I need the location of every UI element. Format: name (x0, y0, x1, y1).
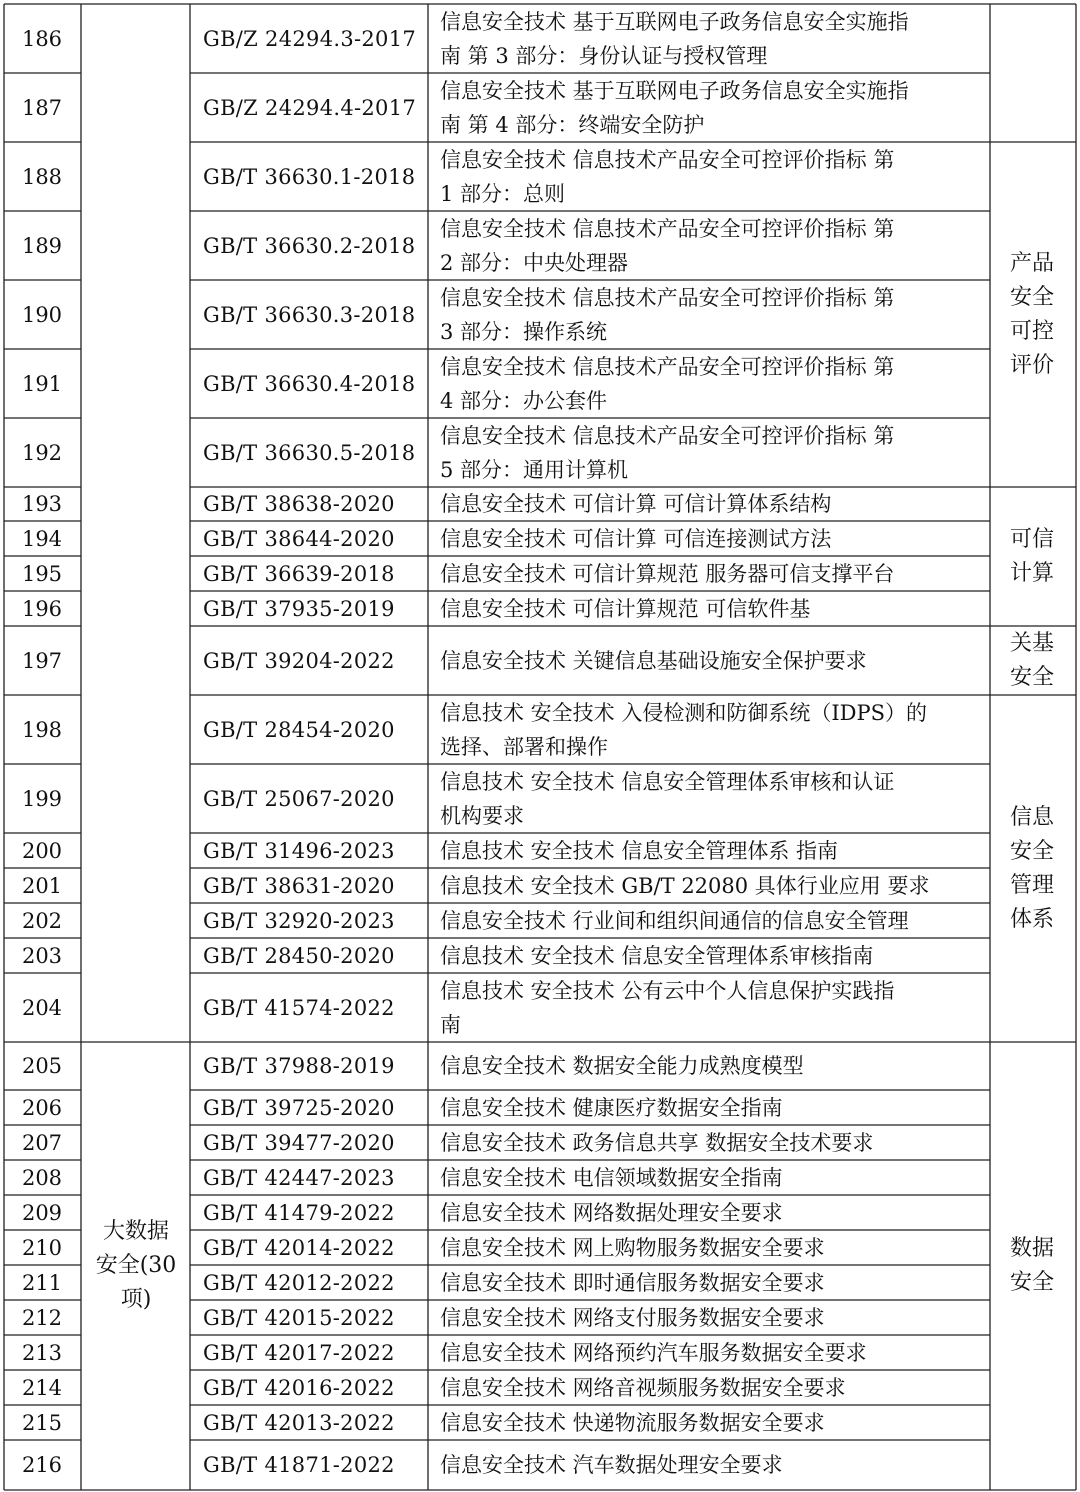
row-number: 193 (21, 492, 63, 516)
row-number: 209 (21, 1200, 63, 1225)
row-number: 211 (21, 1270, 63, 1295)
standard-title: 信息安全技术 数据安全能力成熟度模型 (440, 1054, 804, 1078)
standard-title: 信息技术 安全技术 公有云中个人信息保护实践指 (440, 978, 895, 1003)
standard-code: GB/T 36630.1-2018 (203, 164, 416, 189)
row-number: 212 (21, 1305, 63, 1330)
standard-title: 信息安全技术 即时通信服务数据安全要求 (440, 1270, 825, 1295)
row-number: 189 (21, 233, 63, 258)
standard-code: GB/T 39204-2022 (203, 648, 395, 673)
standard-code: GB/T 38638-2020 (203, 492, 395, 516)
category-label: 安全 (1009, 838, 1054, 864)
category-label: 关基 (1009, 630, 1054, 656)
category-label: 可信 (1009, 526, 1054, 552)
category-label: 信息 (1009, 804, 1054, 830)
standard-title: 信息安全技术 基于互联网电子政务信息安全实施指 (440, 78, 909, 103)
standard-title: 信息安全技术 快递物流服务数据安全要求 (440, 1410, 825, 1435)
standard-code: GB/T 32920-2023 (203, 908, 395, 933)
row-number: 201 (21, 873, 63, 898)
standard-title: 信息安全技术 政务信息共享 数据安全技术要求 (440, 1130, 874, 1155)
row-number: 205 (21, 1054, 63, 1078)
standard-title: 信息安全技术 可信计算 可信连接测试方法 (440, 526, 832, 551)
standard-code: GB/T 42016-2022 (203, 1375, 395, 1400)
group-label: 大数据 (102, 1219, 169, 1244)
row-number: 196 (21, 596, 63, 621)
standard-code: GB/T 39725-2020 (203, 1095, 395, 1120)
standard-code: GB/T 41871-2022 (203, 1453, 395, 1477)
standard-code: GB/T 36639-2018 (203, 561, 395, 586)
standard-code: GB/T 42013-2022 (203, 1410, 395, 1435)
row-number: 210 (21, 1235, 63, 1260)
row-number: 206 (21, 1095, 63, 1120)
row-number: 198 (21, 717, 63, 742)
standard-title: 3 部分：操作系统 (440, 319, 608, 344)
standard-code: GB/T 37988-2019 (203, 1054, 395, 1078)
category-label: 安全 (1009, 1270, 1054, 1295)
standard-code: GB/T 42017-2022 (203, 1340, 395, 1365)
row-number: 191 (21, 371, 63, 396)
row-number: 190 (21, 302, 63, 327)
standard-title: 信息安全技术 可信计算规范 可信软件基 (440, 596, 811, 621)
standard-code: GB/T 31496-2023 (203, 838, 395, 863)
group-label: 项) (120, 1287, 152, 1312)
standard-code: GB/T 38631-2020 (203, 873, 395, 898)
category-label: 管理 (1009, 872, 1054, 898)
row-number: 194 (21, 526, 63, 551)
row-number: 214 (21, 1375, 63, 1400)
row-number: 216 (21, 1453, 63, 1477)
standard-title: 南 第 4 部分：终端安全防护 (440, 112, 705, 137)
standard-title: 信息安全技术 信息技术产品安全可控评价指标 第 (440, 423, 895, 448)
row-number: 187 (21, 95, 63, 120)
standard-code: GB/T 41479-2022 (203, 1200, 395, 1225)
standard-title: 信息安全技术 汽车数据处理安全要求 (440, 1453, 783, 1477)
row-number: 192 (21, 440, 63, 465)
standard-title: 信息安全技术 信息技术产品安全可控评价指标 第 (440, 285, 895, 310)
standard-title: 信息安全技术 关键信息基础设施安全保护要求 (440, 648, 867, 673)
standard-title: 信息安全技术 健康医疗数据安全指南 (440, 1095, 783, 1120)
row-number: 202 (21, 908, 63, 933)
group-label: 安全(30 (95, 1253, 177, 1278)
standard-title: 信息安全技术 行业间和组织间通信的信息安全管理 (440, 908, 909, 933)
row-number: 188 (21, 164, 63, 189)
standard-code: GB/T 42014-2022 (203, 1235, 395, 1260)
standard-code: GB/Z 24294.4-2017 (203, 95, 417, 120)
row-number: 213 (21, 1340, 63, 1365)
category-label: 可控 (1009, 318, 1054, 344)
row-number: 207 (21, 1130, 63, 1155)
category-label: 安全 (1009, 664, 1054, 690)
category-label: 产品 (1009, 250, 1054, 276)
standard-title: 南 (440, 1012, 461, 1037)
standard-title: 选择、部署和操作 (440, 734, 608, 759)
standard-title: 信息技术 安全技术 信息安全管理体系审核指南 (440, 943, 874, 968)
standard-title: 机构要求 (440, 803, 524, 828)
category-label: 计算 (1009, 560, 1054, 586)
standard-code: GB/T 25067-2020 (203, 786, 395, 811)
standard-title: 信息安全技术 电信领域数据安全指南 (440, 1165, 783, 1190)
row-number: 186 (21, 26, 63, 51)
standard-title: 信息技术 安全技术 入侵检测和防御系统（IDPS）的 (440, 700, 927, 725)
standard-title: 5 部分：通用计算机 (440, 457, 629, 482)
standard-code: GB/T 39477-2020 (203, 1130, 395, 1155)
standard-code: GB/T 42447-2023 (203, 1165, 395, 1190)
standard-title: 信息技术 安全技术 信息安全管理体系 指南 (440, 838, 839, 863)
standard-title: 信息安全技术 可信计算 可信计算体系结构 (440, 492, 832, 516)
standard-title: 信息安全技术 可信计算规范 服务器可信支撑平台 (440, 561, 895, 586)
standard-title: 信息安全技术 网上购物服务数据安全要求 (440, 1235, 825, 1260)
standard-title: 信息安全技术 基于互联网电子政务信息安全实施指 (440, 9, 909, 34)
standard-title: 信息安全技术 信息技术产品安全可控评价指标 第 (440, 354, 895, 379)
row-number: 208 (21, 1165, 63, 1190)
standard-title: 信息安全技术 网络预约汽车服务数据安全要求 (440, 1340, 867, 1365)
standard-code: GB/T 42015-2022 (203, 1305, 395, 1330)
standard-title: 信息安全技术 网络音视频服务数据安全要求 (440, 1375, 846, 1400)
standard-title: 1 部分：总则 (440, 181, 566, 206)
row-number: 197 (21, 648, 63, 673)
standard-code: GB/T 36630.3-2018 (203, 302, 416, 327)
category-label: 体系 (1009, 906, 1054, 932)
standard-title: 信息技术 安全技术 信息安全管理体系审核和认证 (440, 769, 895, 794)
standard-code: GB/T 38644-2020 (203, 526, 395, 551)
row-number: 199 (21, 786, 63, 811)
row-number: 200 (21, 838, 63, 863)
standard-code: GB/T 36630.4-2018 (203, 371, 416, 396)
standard-title: 信息安全技术 网络数据处理安全要求 (440, 1200, 783, 1225)
standard-title: 信息安全技术 信息技术产品安全可控评价指标 第 (440, 147, 895, 172)
standard-code: GB/T 42012-2022 (203, 1270, 395, 1295)
category-label: 安全 (1009, 284, 1054, 310)
row-number: 204 (21, 995, 63, 1020)
standard-title: 信息安全技术 网络支付服务数据安全要求 (440, 1305, 825, 1330)
category-label: 数据 (1009, 1236, 1054, 1261)
standard-code: GB/T 36630.5-2018 (203, 440, 416, 465)
row-number: 195 (21, 561, 63, 586)
standard-title: 南 第 3 部分：身份认证与授权管理 (440, 43, 768, 68)
standard-code: GB/T 28450-2020 (203, 943, 395, 968)
category-label: 评价 (1009, 352, 1054, 378)
standard-title: 4 部分：办公套件 (440, 388, 608, 413)
standard-title: 2 部分：中央处理器 (440, 250, 629, 275)
standard-code: GB/Z 24294.3-2017 (203, 26, 417, 51)
standard-code: GB/T 41574-2022 (203, 995, 395, 1020)
standard-title: 信息安全技术 信息技术产品安全可控评价指标 第 (440, 216, 895, 241)
standard-title: 信息技术 安全技术 GB/T 22080 具体行业应用 要求 (440, 873, 930, 898)
row-number: 215 (21, 1410, 63, 1435)
row-number: 203 (21, 943, 63, 968)
standard-code: GB/T 36630.2-2018 (203, 233, 416, 258)
standard-code: GB/T 28454-2020 (203, 717, 395, 742)
standard-code: GB/T 37935-2019 (203, 596, 395, 621)
